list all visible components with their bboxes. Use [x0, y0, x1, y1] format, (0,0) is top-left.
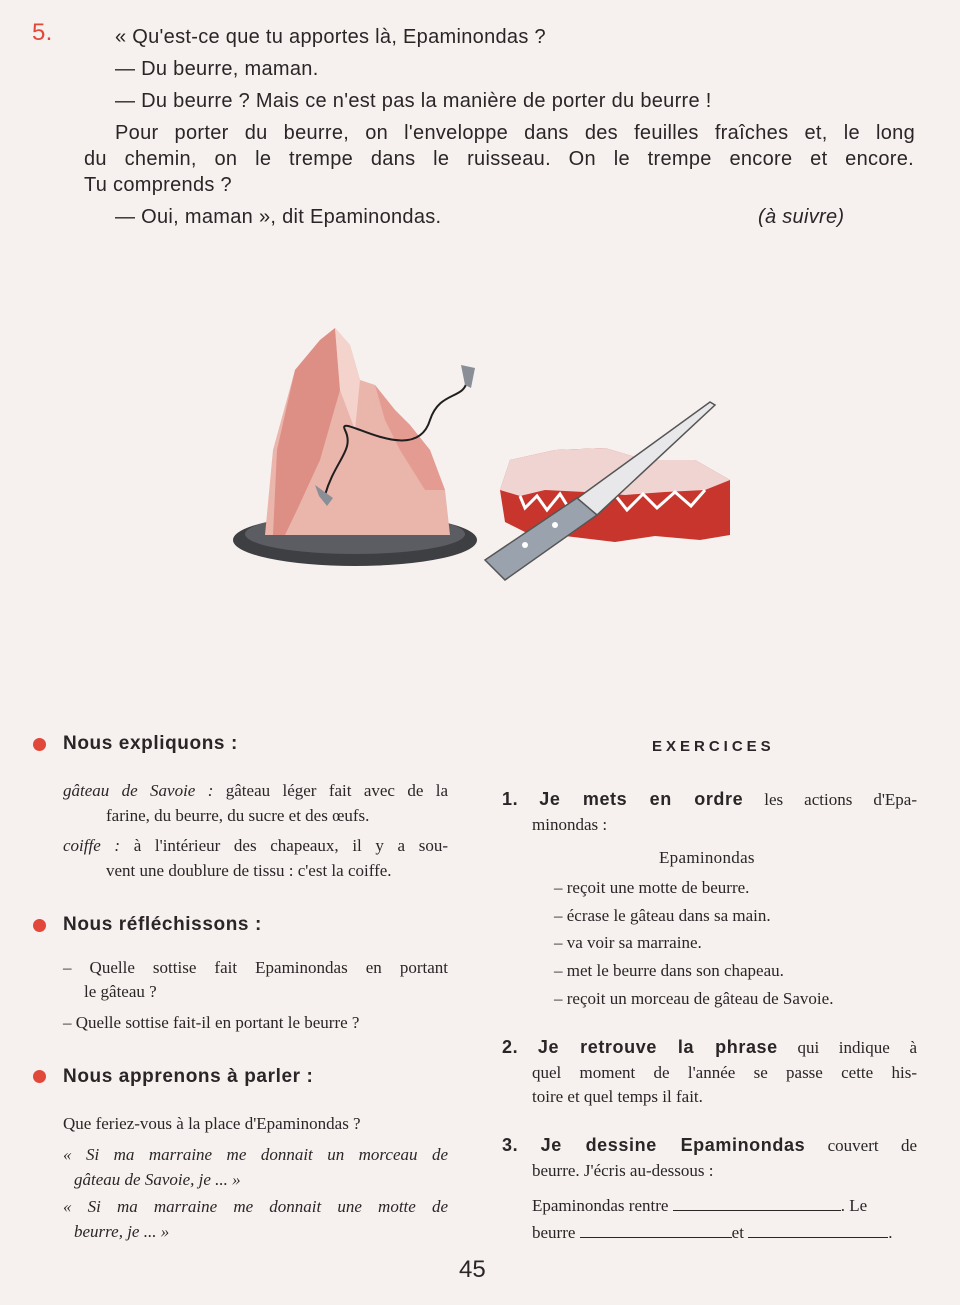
definition: [63, 778, 448, 803]
answer-blank[interactable]: [748, 1219, 888, 1238]
exercise-3-bold: Je dessine Epaminondas: [540, 1135, 806, 1155]
exercise-2-continued: quel moment de l'année se passe cette his-: [532, 1063, 917, 1082]
illustration-cake-and-butter: [225, 310, 745, 600]
question: – Quelle sottise fait Epaminondas en portant: [63, 958, 448, 977]
definition-continued: vent une doublure de tissu : c'est la coiffe.: [106, 861, 392, 880]
speak-sentence-continued: beurre, je ... »: [74, 1222, 170, 1241]
page-number: 45: [459, 1256, 486, 1283]
to-be-continued: (à suivre): [758, 206, 845, 228]
exercise-1-subtitle: Epaminondas: [659, 848, 755, 867]
list-item: – écrase le gâteau dans sa main.: [554, 906, 771, 925]
list-item: – reçoit une motte de beurre.: [554, 878, 750, 897]
speak-sentence-continued: gâteau de Savoie, je ... »: [74, 1170, 241, 1189]
exercise-3-text: couvert de: [827, 1136, 918, 1155]
reflect-heading: Nous réfléchissons :: [63, 914, 262, 935]
story-line: — Du beurre, maman.: [115, 58, 319, 80]
speak-sentence: « Si ma marraine me donnait une motte de: [63, 1197, 448, 1216]
story-paragraph: Tu comprends ?: [84, 174, 232, 196]
speak-sentence: « Si ma marraine me donnait un morceau de: [63, 1145, 448, 1164]
speak-heading: Nous apprenons à parler :: [63, 1066, 314, 1087]
story-line: — Du beurre ? Mais ce n'est pas la manière de porter du beurre !: [115, 90, 712, 112]
story-paragraph: du chemin, on le trempe dans le ruisseau. On le trempe encore et encore.: [84, 148, 914, 170]
fill-text: . Le: [840, 1196, 868, 1215]
exercise-1-number: 1.: [502, 789, 519, 809]
answer-blank[interactable]: [580, 1219, 732, 1238]
story-paragraph: Pour porter du beurre, on l'enveloppe dans des feuilles fraîches et, le long: [115, 122, 915, 144]
fill-text: Epaminondas rentre: [532, 1196, 669, 1215]
exercise-2-continued: toire et quel temps il fait.: [532, 1087, 703, 1106]
story-line: — Oui, maman », dit Epaminondas.: [115, 206, 442, 228]
exercise-1-text: les actions d'Epa-: [764, 790, 918, 809]
list-item: – va voir sa marraine.: [554, 933, 702, 952]
exercise-1-continued: minondas :: [532, 815, 608, 834]
exercise-2: [502, 1035, 917, 1060]
exercise-2-number: 2.: [502, 1037, 519, 1057]
story-line: « Qu'est-ce que tu apportes là, Epaminondas ?: [115, 26, 546, 48]
fill-in-line: [532, 1192, 918, 1218]
exercise-2-bold: Je retrouve la phrase: [537, 1037, 778, 1057]
section-bullet: [33, 919, 46, 932]
definition-text: à l'intérieur des chapeaux, il y a sou-: [133, 836, 449, 855]
exercises-title: EXERCICES: [652, 738, 775, 755]
exercise-number: 5.: [32, 19, 53, 46]
exercise-1-bold: Je mets en ordre: [539, 789, 744, 809]
fill-text: beurre: [532, 1223, 576, 1242]
question: – Quelle sottise fait-il en portant le beurre ?: [63, 1013, 360, 1032]
exercise-2-text: qui indique à: [797, 1038, 918, 1057]
definition-term: gâteau de Savoie :: [63, 781, 214, 800]
section-bullet: [33, 738, 46, 751]
definition-text: gâteau léger fait avec de la: [225, 781, 449, 800]
question-continued: le gâteau ?: [84, 982, 157, 1001]
fill-text: et: [731, 1223, 744, 1242]
explain-heading: Nous expliquons :: [63, 733, 238, 754]
fill-text: .: [888, 1223, 893, 1242]
definition-continued: farine, du beurre, du sucre et des œufs.: [106, 806, 370, 825]
definition-term: coiffe :: [63, 836, 121, 855]
definition: [63, 833, 448, 858]
exercise-3-continued: beurre. J'écris au-dessous :: [532, 1161, 714, 1180]
speak-question: Que feriez-vous à la place d'Epaminondas ?: [63, 1114, 361, 1133]
fill-in-line: [532, 1219, 918, 1245]
section-bullet: [33, 1070, 46, 1083]
exercise-3-number: 3.: [502, 1135, 519, 1155]
list-item: – reçoit un morceau de gâteau de Savoie.: [554, 989, 834, 1008]
exercise-1: [502, 787, 917, 812]
exercise-3: [502, 1133, 917, 1158]
answer-blank[interactable]: [673, 1192, 841, 1211]
list-item: – met le beurre dans son chapeau.: [554, 961, 784, 980]
